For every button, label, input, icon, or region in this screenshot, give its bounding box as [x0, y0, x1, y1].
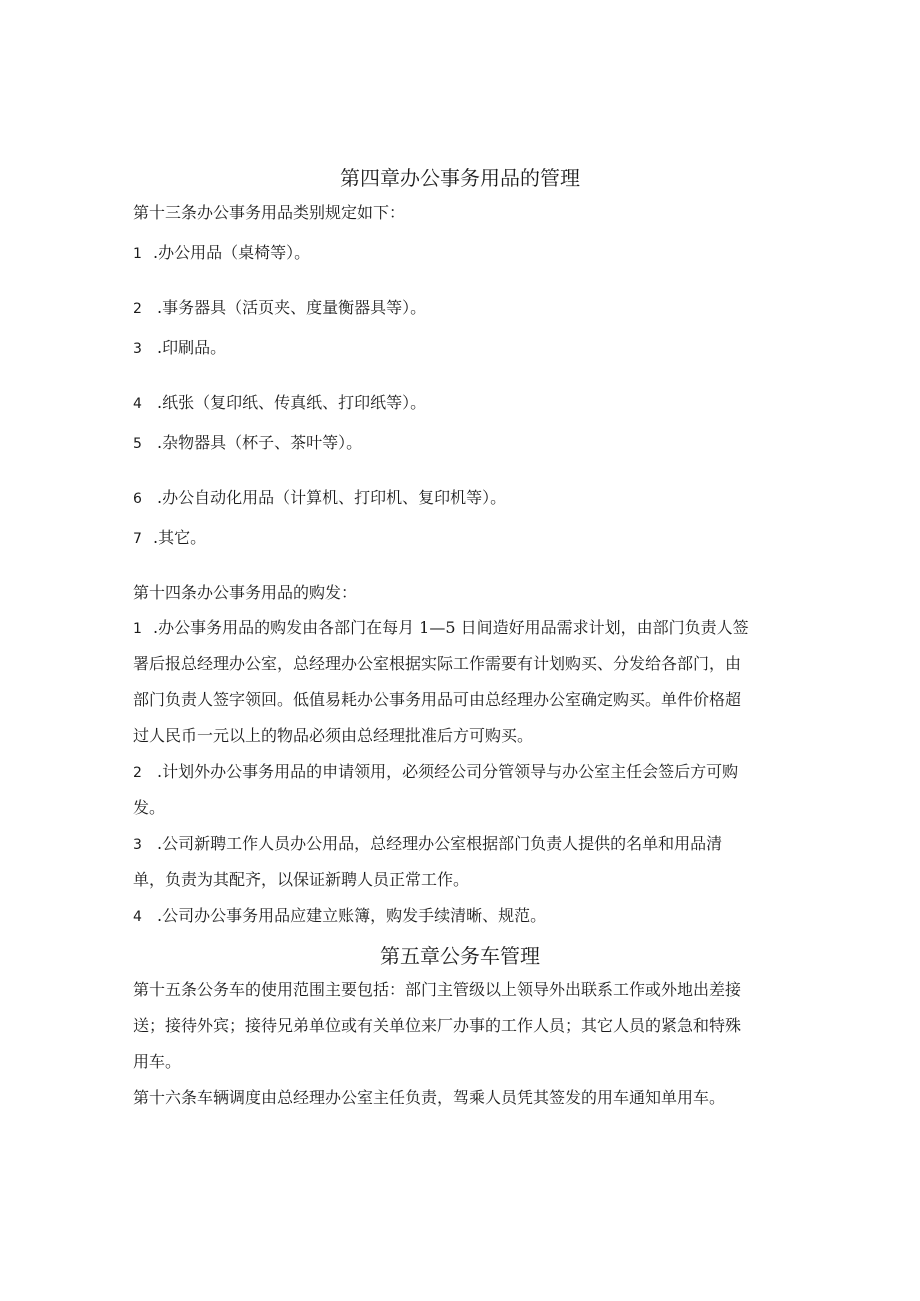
- list-item-text: .其它。: [153, 528, 207, 547]
- list-item-number: 2: [133, 301, 142, 317]
- paragraph-number: 2: [133, 765, 142, 781]
- list-item-number: 5: [133, 436, 142, 452]
- list-item-number: 1: [133, 246, 142, 262]
- paragraph-line: [133, 761, 738, 784]
- paragraph-line: [133, 905, 546, 928]
- article-14-heading: 第十四条办公事务用品的购发：: [133, 583, 358, 602]
- list-item: [133, 392, 426, 415]
- paragraph-number: 4: [133, 909, 142, 925]
- paragraph-number: 3: [133, 837, 142, 853]
- list-item: [133, 487, 506, 510]
- list-item-text: .事务器具（活页夹、度量衡器具等）。: [157, 298, 427, 317]
- list-item-text: .办公自动化用品（计算机、打印机、复印机等）。: [157, 488, 507, 507]
- chapter-4-title: 第四章办公事务用品的管理: [340, 166, 580, 190]
- article-16-text: 第十六条车辆调度由总经理办公室主任负责，驾乘人员凭其签发的用车通知单用车。: [133, 1088, 726, 1107]
- chapter-5-title: 第五章公务车管理: [380, 944, 540, 968]
- paragraph-line: 部门负责人签字领回。低值易耗办公事务用品可由总经理办公室确定购买。单件价格超: [133, 690, 742, 709]
- paragraph-line: 送；接待外宾；接待兄弟单位或有关单位来厂办事的工作人员；其它人员的紧急和特殊: [133, 1016, 742, 1035]
- list-item-number: 4: [133, 396, 142, 412]
- paragraph-line: [133, 617, 749, 640]
- list-item: [133, 242, 310, 265]
- list-item-number: 7: [133, 531, 142, 547]
- list-item: [133, 297, 426, 320]
- paragraph-text: .办公事务用品的购发由各部门在每月 1—5 日间造好用品需求计划，由部门负责人签: [153, 618, 749, 637]
- paragraph-number: 1: [133, 621, 142, 637]
- paragraph-line: 发。: [133, 798, 166, 817]
- list-item-number: 6: [133, 491, 142, 507]
- article-13-heading: 第十三条办公事务用品类别规定如下：: [133, 203, 406, 222]
- list-item-text: .印刷品。: [157, 338, 227, 357]
- list-item: [133, 432, 362, 455]
- paragraph-line: 第十五条公务车的使用范围主要包括：部门主管级以上领导外出联系工作或外地出差接: [133, 980, 742, 999]
- list-item-number: 3: [133, 341, 142, 357]
- list-item: [133, 527, 206, 550]
- list-item-text: .纸张（复印纸、传真纸、打印纸等）。: [157, 393, 427, 412]
- list-item: [133, 337, 226, 360]
- paragraph-text: .计划外办公事务用品的申请领用，必须经公司分管领导与办公室主任会签后方可购: [157, 762, 739, 781]
- list-item-text: .办公用品（桌椅等）。: [153, 243, 311, 262]
- paragraph-text: .公司新聘工作人员办公用品，总经理办公室根据部门负责人提供的名单和用品清: [157, 834, 723, 853]
- list-item-text: .杂物器具（杯子、茶叶等）。: [157, 433, 363, 452]
- paragraph-line: [133, 833, 722, 856]
- paragraph-line: 用车。: [133, 1052, 182, 1071]
- paragraph-line: 过人民币一元以上的物品必须由总经理批准后方可购买。: [133, 726, 534, 745]
- paragraph-line: 署后报总经理办公室，总经理办公室根据实际工作需要有计划购买、分发给各部门，由: [133, 654, 742, 673]
- paragraph-line: 单，负责为其配齐，以保证新聘人员正常工作。: [133, 870, 470, 889]
- paragraph-text: .公司办公事务用品应建立账簿，购发手续清晰、规范。: [157, 906, 547, 925]
